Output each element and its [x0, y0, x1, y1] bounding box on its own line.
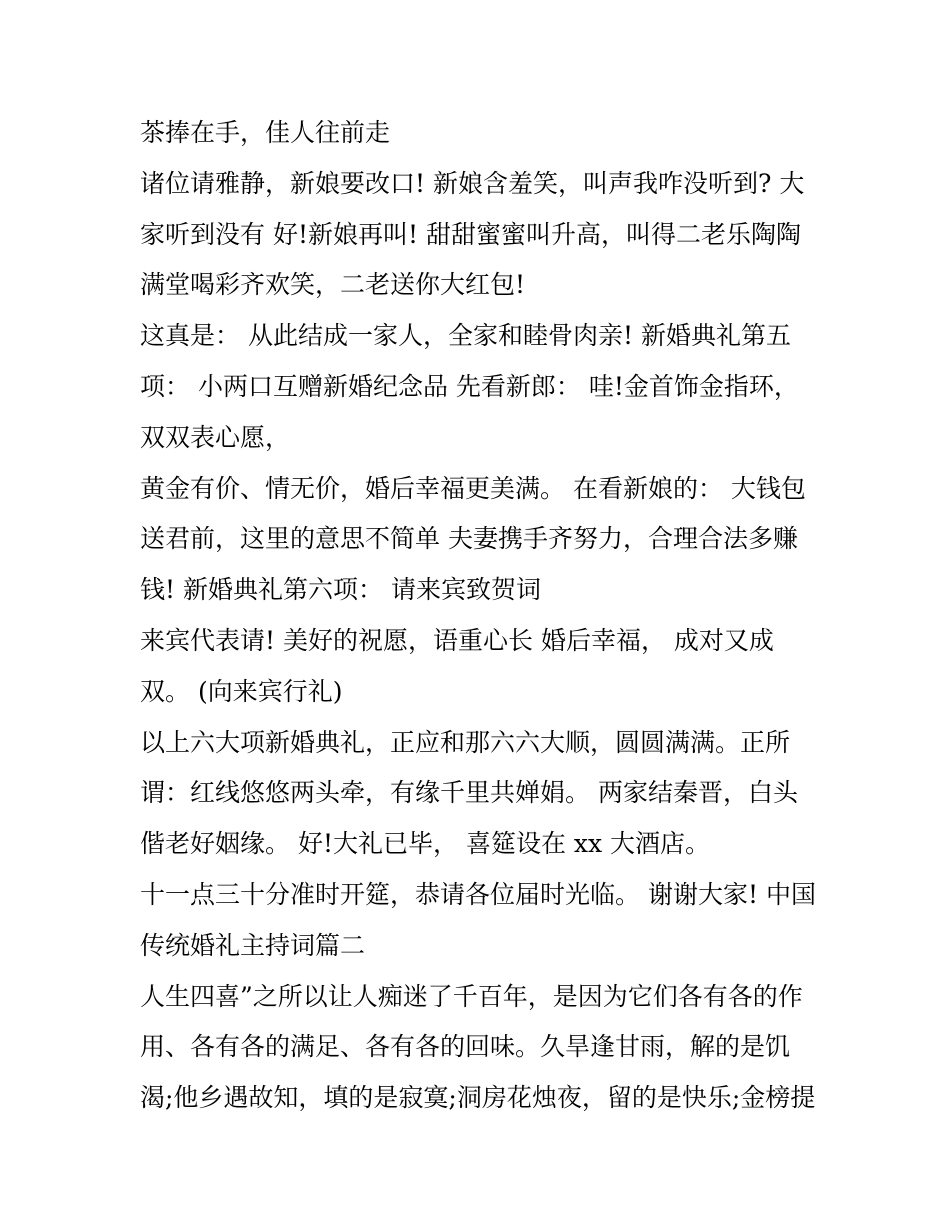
text-line: 黄金有价、情无价，婚后幸福更美满。 在看新娘的： 大钱包 [140, 473, 806, 503]
text-line: 送君前，这里的意思不简单 夫妻携手齐努力，合理合法多赚 [140, 524, 798, 554]
text-line: 项： 小两口互赠新婚纪念品 先看新郎： 哇!金首饰金指环， [140, 371, 799, 401]
text-line: 双。 (向来宾行礼) [140, 676, 343, 706]
document-body [140, 108, 820, 1124]
text-line: 家听到没有 好!新娘再叫! 甜甜蜜蜜叫升高，叫得二老乐陶陶 [140, 219, 801, 249]
text-line: 渴;他乡遇故知，填的是寂寞;洞房花烛夜，留的是快乐;金榜提 [140, 1083, 816, 1113]
text-line: 以上六大项新婚典礼，正应和那六六大顺，圆圆满满。正所 [140, 727, 791, 757]
text-line: 十一点三十分准时开筵，恭请各位届时光临。 谢谢大家! 中国 [140, 879, 816, 909]
text-line: 偕老好姻缘。 好!大礼已毕， 喜筵设在 xx 大酒店。 [140, 829, 711, 859]
text-line: 双双表心愿， [140, 422, 291, 452]
text-line: 诸位请雅静，新娘要改口! 新娘含羞笑，叫声我咋没听到? 大 [140, 168, 805, 198]
text-line: 来宾代表请! 美好的祝愿，语重心长 婚后幸福， 成对又成 [140, 625, 774, 655]
text-line: 人生四喜”之所以让人痴迷了千百年，是因为它们各有各的作 [140, 981, 803, 1011]
text-line: 谓：红线悠悠两头牵，有缘千里共婵娟。 两家结秦晋，白头 [140, 778, 798, 808]
text-line: 用、各有各的满足、各有各的回味。久旱逢甘雨，解的是饥 [140, 1032, 791, 1062]
text-line: 满堂喝彩齐欢笑，二老送你大红包! [140, 270, 526, 300]
text-line: 茶捧在手，佳人往前走 [140, 118, 391, 147]
text-line: 这真是： 从此结成一家人，全家和睦骨肉亲! 新婚典礼第五 [140, 321, 791, 351]
text-line: 传统婚礼主持词篇二 [140, 930, 366, 960]
text-line: 钱! 新婚典礼第六项： 请来宾致贺词 [140, 575, 541, 605]
